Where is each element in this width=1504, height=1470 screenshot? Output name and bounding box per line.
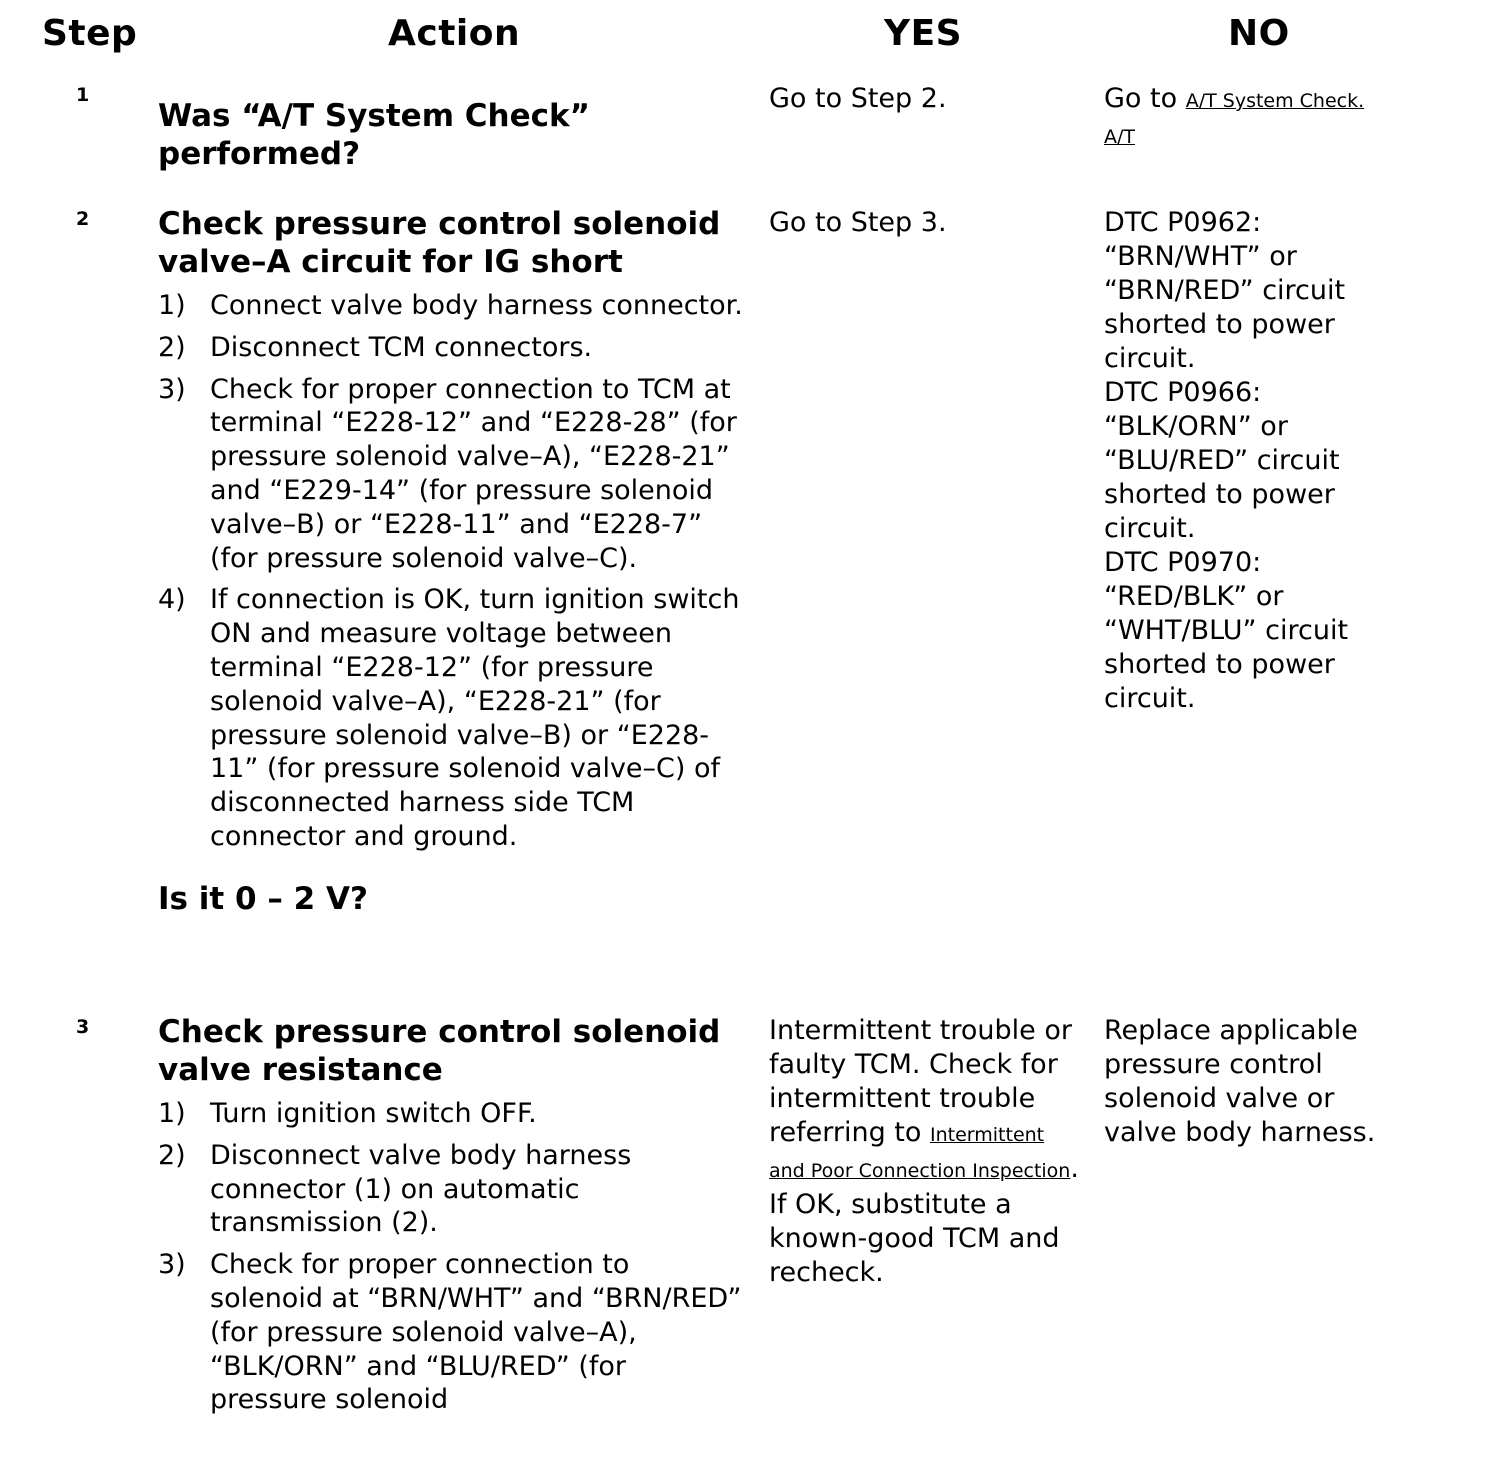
item-text: Turn ignition switch OFF.	[210, 1098, 537, 1129]
yes-text: Go to Step 2.	[769, 83, 947, 114]
action-heading: Check pressure control solenoid valve resistance	[158, 1014, 721, 1088]
no-cell	[1104, 82, 1494, 154]
no-text: Replace applicable pressure control solenoid valve or valve body harness.	[1104, 1015, 1376, 1148]
item-text: Check for proper connection to TCM at terminal “E228-12” and “E228-28” (for pressure solenoid valve–A), “E228-21” and “E229-14” (for pressure solenoid valve–B) or “E228-11” and “E228-7” (for pressure solenoid valve–C).	[210, 373, 737, 574]
dtc-code: DTC P0966:	[1104, 377, 1262, 408]
procedure-item	[158, 289, 748, 323]
yes-cell	[769, 206, 1089, 240]
procedure-item	[158, 1248, 748, 1417]
header-yes: YES	[884, 13, 963, 54]
action-cell	[158, 1013, 748, 1417]
item-text: If connection is OK, turn ignition switch ON and measure voltage between terminal “E228-12” (for pressure solenoid valve–A), “E228-21” (for pressure solenoid valve–B) or “E228-11” (for pressure solenoid valve–C) of disconnected harness side TCM connector and ground.	[210, 584, 740, 852]
dtc-description: “BRN/WHT” or “BRN/RED” circuit shorted to power circuit.	[1104, 241, 1346, 374]
a-t-section-link[interactable]: A/T	[1104, 126, 1136, 148]
action-heading: Check pressure control solenoid valve–A circuit for IG short	[158, 206, 721, 280]
item-number: 1)	[158, 290, 186, 321]
link-separator: .	[1358, 90, 1365, 112]
procedure-list	[158, 1097, 748, 1417]
intermittent-inspection-link[interactable]: Intermittent and Poor Connection Inspection	[769, 1124, 1071, 1182]
header-action: Action	[388, 13, 521, 54]
item-number: 3)	[158, 373, 186, 405]
yes-text: Go to Step 3.	[769, 207, 947, 238]
yes-text-suffix: . If OK, substitute a known-good TCM and recheck.	[769, 1153, 1079, 1288]
step-number: 1	[76, 84, 90, 106]
no-text: Go to	[1104, 83, 1186, 114]
action-heading: Was “A/T System Check” performed?	[158, 98, 591, 172]
item-text: Disconnect TCM connectors.	[210, 331, 593, 363]
item-number: 1)	[158, 1098, 186, 1129]
yes-cell	[769, 82, 1089, 116]
yes-text: Intermittent trouble or faulty TCM. Check for intermittent trouble referring to	[769, 1015, 1072, 1148]
step-number: 2	[76, 208, 90, 230]
item-text: Check for proper connection to solenoid at “BRN/WHT” and “BRN/RED” (for pressure solenoid valve–A), “BLK/ORN” and “BLU/RED” (for pressure solenoid	[210, 1249, 742, 1416]
procedure-item	[158, 373, 748, 576]
item-number: 2)	[158, 1139, 186, 1171]
a-t-system-check-link[interactable]: A/T System Check	[1185, 90, 1359, 112]
dtc-code: DTC P0962:	[1104, 207, 1262, 238]
no-cell	[1104, 1014, 1404, 1150]
yes-cell	[769, 1014, 1079, 1290]
item-text: Connect valve body harness connector.	[210, 290, 743, 321]
header-no: NO	[1228, 13, 1290, 54]
procedure-list	[158, 289, 748, 854]
question-text: Is it 0 – 2 V?	[158, 880, 369, 917]
procedure-item	[158, 331, 748, 365]
action-cell	[158, 205, 748, 918]
step-number: 3	[76, 1016, 90, 1038]
item-number: 3)	[158, 1249, 186, 1281]
no-cell	[1104, 206, 1374, 716]
dtc-description: “BLK/ORN” or “BLU/RED” circuit shorted to power circuit.	[1104, 411, 1340, 544]
procedure-item	[158, 583, 748, 853]
procedure-item	[158, 1097, 748, 1131]
dtc-description: “RED/BLK” or “WHT/BLU” circuit shorted to power circuit.	[1104, 581, 1349, 714]
header-step: Step	[42, 13, 138, 54]
action-cell	[158, 97, 718, 173]
item-text: Disconnect valve body harness connector (1) on automatic transmission (2).	[210, 1139, 632, 1239]
dtc-code: DTC P0970:	[1104, 547, 1262, 578]
procedure-item	[158, 1139, 748, 1240]
item-number: 4)	[158, 584, 186, 616]
item-number: 2)	[158, 331, 186, 363]
